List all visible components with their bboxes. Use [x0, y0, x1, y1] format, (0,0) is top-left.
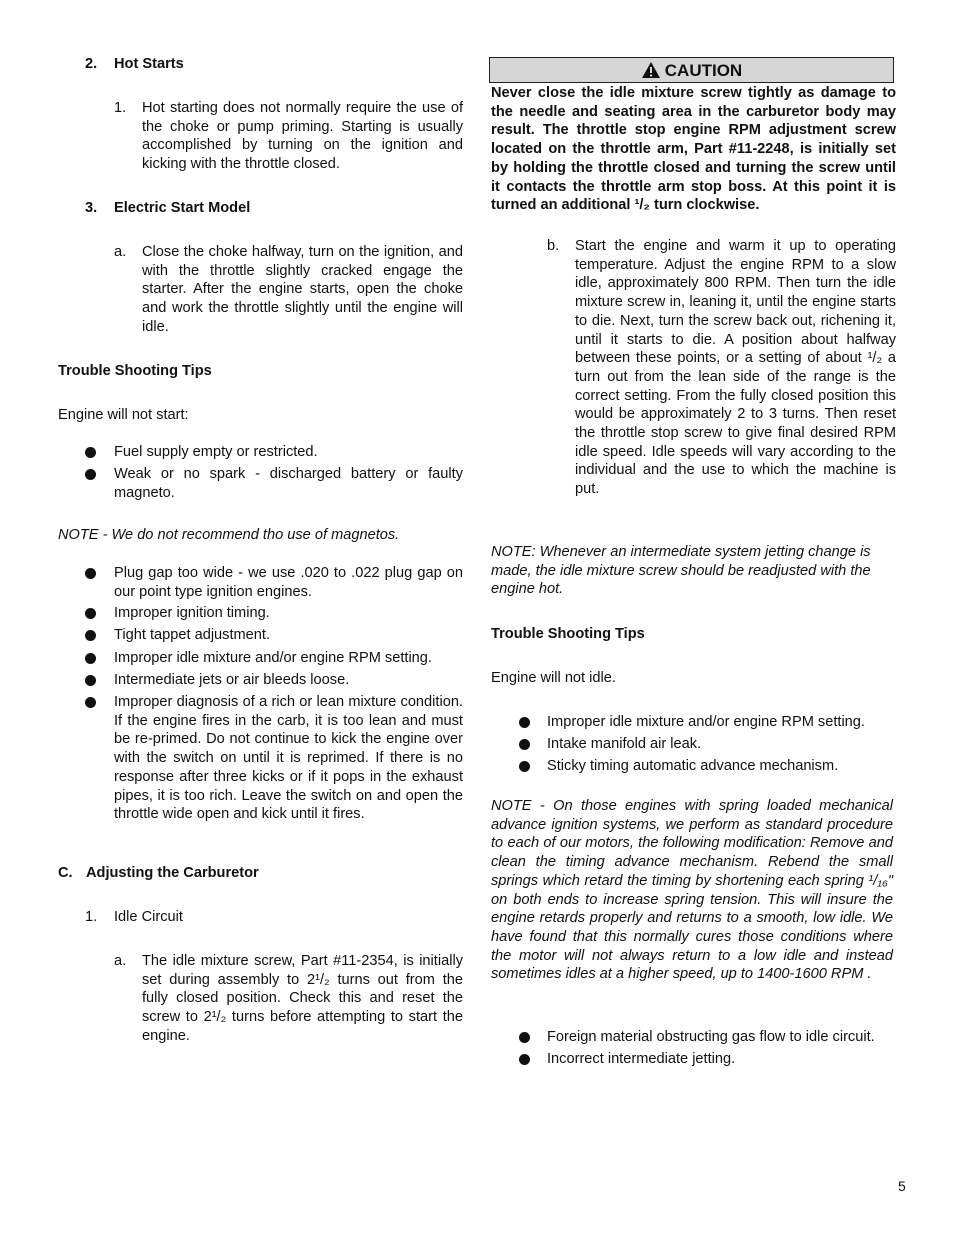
- section-title: Hot Starts: [114, 56, 184, 72]
- list-item-text: Improper diagnosis of a rich or lean mixture condition. If the engine fires in the carb, it is too lean and must be re-primed. Do not continue to kick the engine over with the switch on until it is reprimed. If there is no response after three kicks or if it pops in the exhaust pipes, it is too rich. Leave the switch on and open the throttle wide open and kick until it fires.: [114, 694, 463, 823]
- step-number: 1.: [85, 909, 98, 925]
- list-item-text: Improper idle mixture and/or engine RPM setting.: [114, 650, 432, 666]
- bullet-list-idle: [519, 713, 899, 783]
- list-item-text: Improper idle mixture and/or engine RPM setting.: [547, 714, 865, 730]
- electric-start-step-a: [114, 243, 463, 343]
- list-item-text: Incorrect intermediate jetting.: [547, 1051, 736, 1067]
- note-magnetos: NOTE - We do not recommend tho use of magnetos.: [58, 527, 400, 543]
- page-number: 5: [898, 1178, 906, 1194]
- idle-circuit-step-b: [547, 237, 896, 522]
- list-item: [85, 626, 463, 646]
- list-item-text: Fuel supply empty or restricted.: [114, 444, 318, 460]
- section-title: Adjusting the Carburetor: [86, 865, 259, 881]
- section-letter: C.: [58, 865, 73, 881]
- caution-text: Never close the idle mixture screw tightly as damage to the needle and seating area in the carburetor body may result. The throttle stop engine RPM adjustment screw located on the throttle arm, Part #11-2248, is initially set by holding the throttle closed and turning the screw until it contacts the throttle arm stop boss. At this point it is turned an additional ¹/₂ turn clockwise.: [491, 85, 896, 214]
- trouble-shooting-heading-2: Trouble Shooting Tips: [491, 626, 645, 642]
- bullet-icon: [85, 568, 96, 579]
- step-number: 1.: [114, 100, 127, 116]
- list-item: [519, 735, 897, 755]
- list-item-text: Improper ignition timing.: [114, 605, 270, 621]
- step-text: Start the engine and warm it up to operating temperature. Adjust the engine RPM to a slow idle, approximately 800 RPM. Then turn the idle mixture screw in, leaning it, until the engine starts to die. Next, turn the screw back out, richening it, until it starts to die. A position about halfway between these points, or a setting of about ¹/₂ a turn out from the lean side of the range is the correct setting. From the fully closed position this would be approximately 2 to 3 turns. Then reset the throttle stop screw to give final desired RPM idle speed. Idle speeds will vary according to the individual and the use to which the machine is put.: [575, 238, 896, 498]
- list-item: [519, 713, 897, 733]
- list-item-text: Foreign material obstructing gas flow to idle circuit.: [547, 1029, 875, 1045]
- section-number: 3.: [85, 200, 98, 216]
- trouble-shooting-heading: Trouble Shooting Tips: [58, 363, 212, 379]
- list-item-text: Intermediate jets or air bleeds loose.: [114, 672, 350, 688]
- bullet-icon: [85, 447, 96, 458]
- step-letter: a.: [114, 244, 127, 260]
- step-letter: b.: [547, 238, 560, 254]
- list-item-text: Plug gap too wide - we use .020 to .022 plug gap on our point type ignition engines.: [114, 565, 463, 600]
- section-title: Electric Start Model: [114, 200, 251, 216]
- list-item-text: Sticky timing automatic advance mechanism.: [547, 758, 839, 774]
- bullet-icon: [85, 653, 96, 664]
- hot-starts-heading: [85, 55, 465, 75]
- idle-circuit-step-a: [114, 952, 463, 1047]
- list-item: [519, 1050, 897, 1070]
- list-item-text: Intake manifold air leak.: [547, 736, 702, 752]
- bullet-icon: [519, 1032, 530, 1043]
- list-item: [519, 1028, 897, 1048]
- bullet-list-idle-2: [519, 1028, 899, 1073]
- list-item: [85, 671, 463, 691]
- adjusting-carburetor-heading: [58, 864, 458, 884]
- list-item: [85, 649, 463, 669]
- bullet-icon: [85, 630, 96, 641]
- list-item: [519, 757, 897, 777]
- list-item: [85, 604, 463, 624]
- warning-triangle-icon: [641, 61, 661, 79]
- list-item: [85, 465, 463, 505]
- bullet-icon: [85, 608, 96, 619]
- engine-will-not-idle-label: Engine will not idle.: [491, 670, 616, 686]
- bullet-icon: [519, 761, 530, 772]
- electric-start-heading: [85, 199, 465, 219]
- engine-will-not-start-label: Engine will not start:: [58, 407, 189, 423]
- step-title: Idle Circuit: [114, 909, 183, 925]
- list-item-text: Weak or no spark - discharged battery or faulty magneto.: [114, 466, 463, 501]
- list-item: [85, 564, 463, 604]
- step-text: The idle mixture screw, Part #11-2354, is initially set during assembly to 2¹/₂ turns out from the fully closed position. Check this and reset the screw to 2¹/₂ turns before attempting to start the engine.: [142, 953, 463, 1044]
- bullet-icon: [519, 1054, 530, 1065]
- bullet-icon: [85, 697, 96, 708]
- note-jetting: NOTE: Whenever an intermediate system jetting change is made, the idle mixture screw should be readjusted with the engine hot.: [491, 544, 871, 598]
- list-item-text: Tight tappet adjustment.: [114, 627, 271, 643]
- caution-banner: [489, 57, 894, 83]
- bullet-icon: [519, 717, 530, 728]
- list-item: [85, 693, 463, 843]
- note-springs: NOTE - On those engines with spring loaded mechanical advance ignition systems, we perform as standard procedure to each of our motors, the following modification: Remove and clean the timing advance mechanism. Rebend the small springs which retard the timing by shortening each spring ¹/₁₆" on both ends to increase spring tension. This will insure the engine retards properly and returns to a smooth, low idle. We have found that this normally cures those conditions where the motor will not always return to a low idle and instead sometimes idles at a higher speed, up to 1400-1600 RPM .: [491, 798, 893, 983]
- bullet-icon: [85, 469, 96, 480]
- hot-starts-step-1: [114, 99, 463, 179]
- caution-title: [490, 61, 893, 81]
- list-item: [85, 443, 463, 463]
- bullet-list-causes: [85, 564, 465, 844]
- bullet-icon: [85, 675, 96, 686]
- step-text: Hot starting does not normally require the use of the choke or pump priming. Starting is usually accomplished by turning on the ignition and kicking with the throttle closed.: [142, 100, 463, 173]
- bullet-icon: [519, 739, 530, 750]
- section-number: 2.: [85, 56, 98, 72]
- caution-label: CAUTION: [664, 61, 743, 80]
- step-text: Close the choke halfway, turn on the ignition, and with the throttle slightly cracked engage the starter. After the engine starts, open the choke and work the throttle slightly until the engine will idle.: [142, 244, 463, 335]
- step-letter: a.: [114, 953, 127, 969]
- bullet-list-start: [85, 443, 465, 503]
- idle-circuit-heading: [85, 908, 465, 928]
